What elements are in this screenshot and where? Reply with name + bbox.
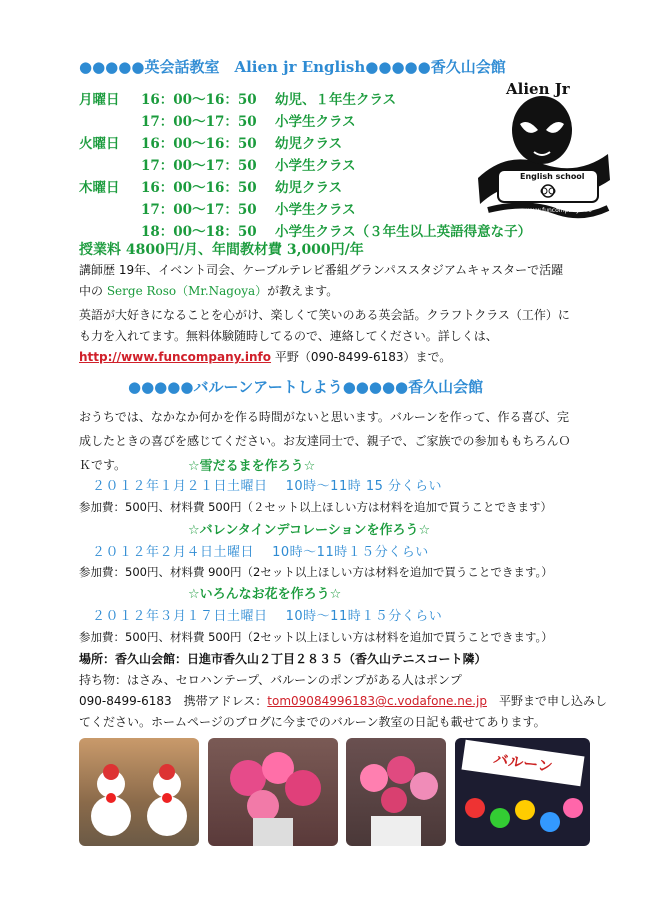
contact-text: 平野（090-8499-6183）まで。	[274, 350, 452, 364]
event-3-date: ２０１２年３月１７日土曜日 10時〜11時１５分くらい	[92, 609, 443, 624]
snowman-photo	[79, 738, 199, 846]
schedule-time: 16：00〜16：50	[141, 92, 257, 108]
event-3-fee: 参加費：500円、材料費 500円（2セット以上ほしい方は材料を追加で買うことできます。）	[79, 630, 553, 644]
schedule-day: 木曜日	[79, 180, 120, 196]
event-2-title: ☆バレンタインデコレーションを作ろう☆	[188, 523, 431, 538]
balloon-sign-text: バルーン	[461, 740, 584, 786]
schedule-day: 月曜日	[79, 92, 120, 108]
schedule-row	[79, 198, 356, 218]
teacher-line-1: 講師歴 19年、イベント司会、ケーブルテレビ番組グランパススタジアムキャスターで活躍	[79, 263, 564, 277]
schedule-day: 火曜日	[79, 136, 120, 152]
schedule-class: 幼児クラス	[275, 180, 343, 196]
snowman-balloon-icon	[79, 738, 199, 846]
logo-title: Alien Jr	[506, 80, 570, 98]
place: 場所：香久山会館：日進市香久山２丁目２８３５（香久山テニスコート隣）	[79, 652, 487, 666]
heart-balloon-icon	[208, 738, 338, 846]
schedule-class: 小学生クラス（３年生以上英語得意な子）	[275, 224, 532, 240]
teacher-line-2-post: が教えます。	[267, 284, 339, 298]
heart-balloon-photo	[208, 738, 338, 846]
schedule-row	[79, 88, 396, 108]
schedule-class: 小学生クラス	[275, 158, 356, 174]
logo-url: www.funcompany.info	[526, 207, 592, 214]
apply-line-2: てください。ホームページのブログに今までのバルーン教室の日記も載せてあります。	[79, 715, 546, 729]
schedule-class: 幼児、１年生クラス	[275, 92, 397, 108]
schedule-time: 16：00〜16：50	[141, 136, 257, 152]
schedule-row	[79, 176, 342, 196]
desc-line-2: も力を入れてます。無料体験随時してるので、連絡してください。詳しくは、	[79, 329, 498, 343]
desc-line-1: 英語が大好きになることを心がけ、楽しくて笑いのある英会話。クラフトクラス（工作）に	[79, 308, 570, 322]
teacher-line-2	[79, 281, 338, 302]
balloon-sign-photo	[455, 738, 590, 846]
teacher-line-2-pre: 中の	[79, 284, 107, 298]
logo-subtitle: English school	[520, 172, 585, 181]
intro-line-3: Ｋです。	[79, 458, 127, 472]
event-2-fee: 参加費：500円、材料費 900円（2セット以上ほしい方は材料を追加で買うことできます。）	[79, 565, 553, 579]
flower-balloon-icon	[346, 738, 446, 846]
english-heading: ●●●●●英会話教室 Alien jr English●●●●●香久山会館	[79, 58, 506, 76]
apply-tail: 平野まで申し込みし	[486, 694, 607, 708]
phone-line	[79, 691, 607, 712]
phone-text: 090-8499-6183 携帯アドレス：	[79, 694, 268, 708]
alien-jr-logo	[468, 80, 618, 230]
schedule-time: 17：00〜17：50	[141, 158, 257, 174]
event-1-date: ２０１２年１月２１日土曜日 10時〜11時 15 分くらい	[92, 479, 443, 494]
intro-line-2: 成したときの喜びを感じてください。お友達同士で、親子で、ご家族での参加ももちろんＯ	[79, 434, 571, 448]
schedule-time: 18：00〜18：50	[141, 224, 257, 240]
schedule-row	[79, 220, 531, 240]
contact-line	[79, 347, 451, 368]
schedule-class: 小学生クラス	[275, 202, 356, 218]
balloon-heading: ●●●●●バルーンアートしよう●●●●●香久山会館	[128, 378, 484, 396]
schedule-class: 小学生クラス	[275, 114, 356, 130]
schedule-time: 17：00〜17：50	[141, 114, 257, 130]
schedule-class: 幼児クラス	[275, 136, 343, 152]
intro-line-1: おうちでは、なかなか何かを作る時間がないと思います。バルーンを作って、作る喜び、完	[79, 410, 569, 424]
bring-items: 持ち物：はさみ、セロハンテープ、バルーンのポンプがある人はポンプ	[79, 673, 462, 687]
flower-balloon-photo	[346, 738, 446, 846]
schedule-row	[79, 154, 356, 174]
schedule-row	[79, 110, 356, 130]
event-2-date: ２０１２年２月４日土曜日 10時〜11時１５分くらい	[92, 545, 429, 560]
event-1-fee: 参加費：500円、材料費 500円（２セット以上ほしい方は材料を追加で買うことできます）	[79, 500, 553, 514]
website-link[interactable]: http://www.funcompany.info	[79, 350, 272, 364]
event-1-title: ☆雪だるまを作ろう☆	[188, 459, 316, 474]
email-link[interactable]: tom09084996183@c.vodafone.ne.jp	[267, 694, 487, 708]
event-3-title: ☆いろんなお花を作ろう☆	[188, 587, 342, 602]
schedule-row	[79, 132, 342, 152]
schedule-time: 16：00〜16：50	[141, 180, 257, 196]
tuition: 授業料 4800円/月、年間教材費 3,000円/年	[79, 242, 364, 258]
schedule-time: 17：00〜17：50	[141, 202, 257, 218]
teacher-name: Serge Roso（Mr.Nagoya）	[106, 284, 268, 298]
